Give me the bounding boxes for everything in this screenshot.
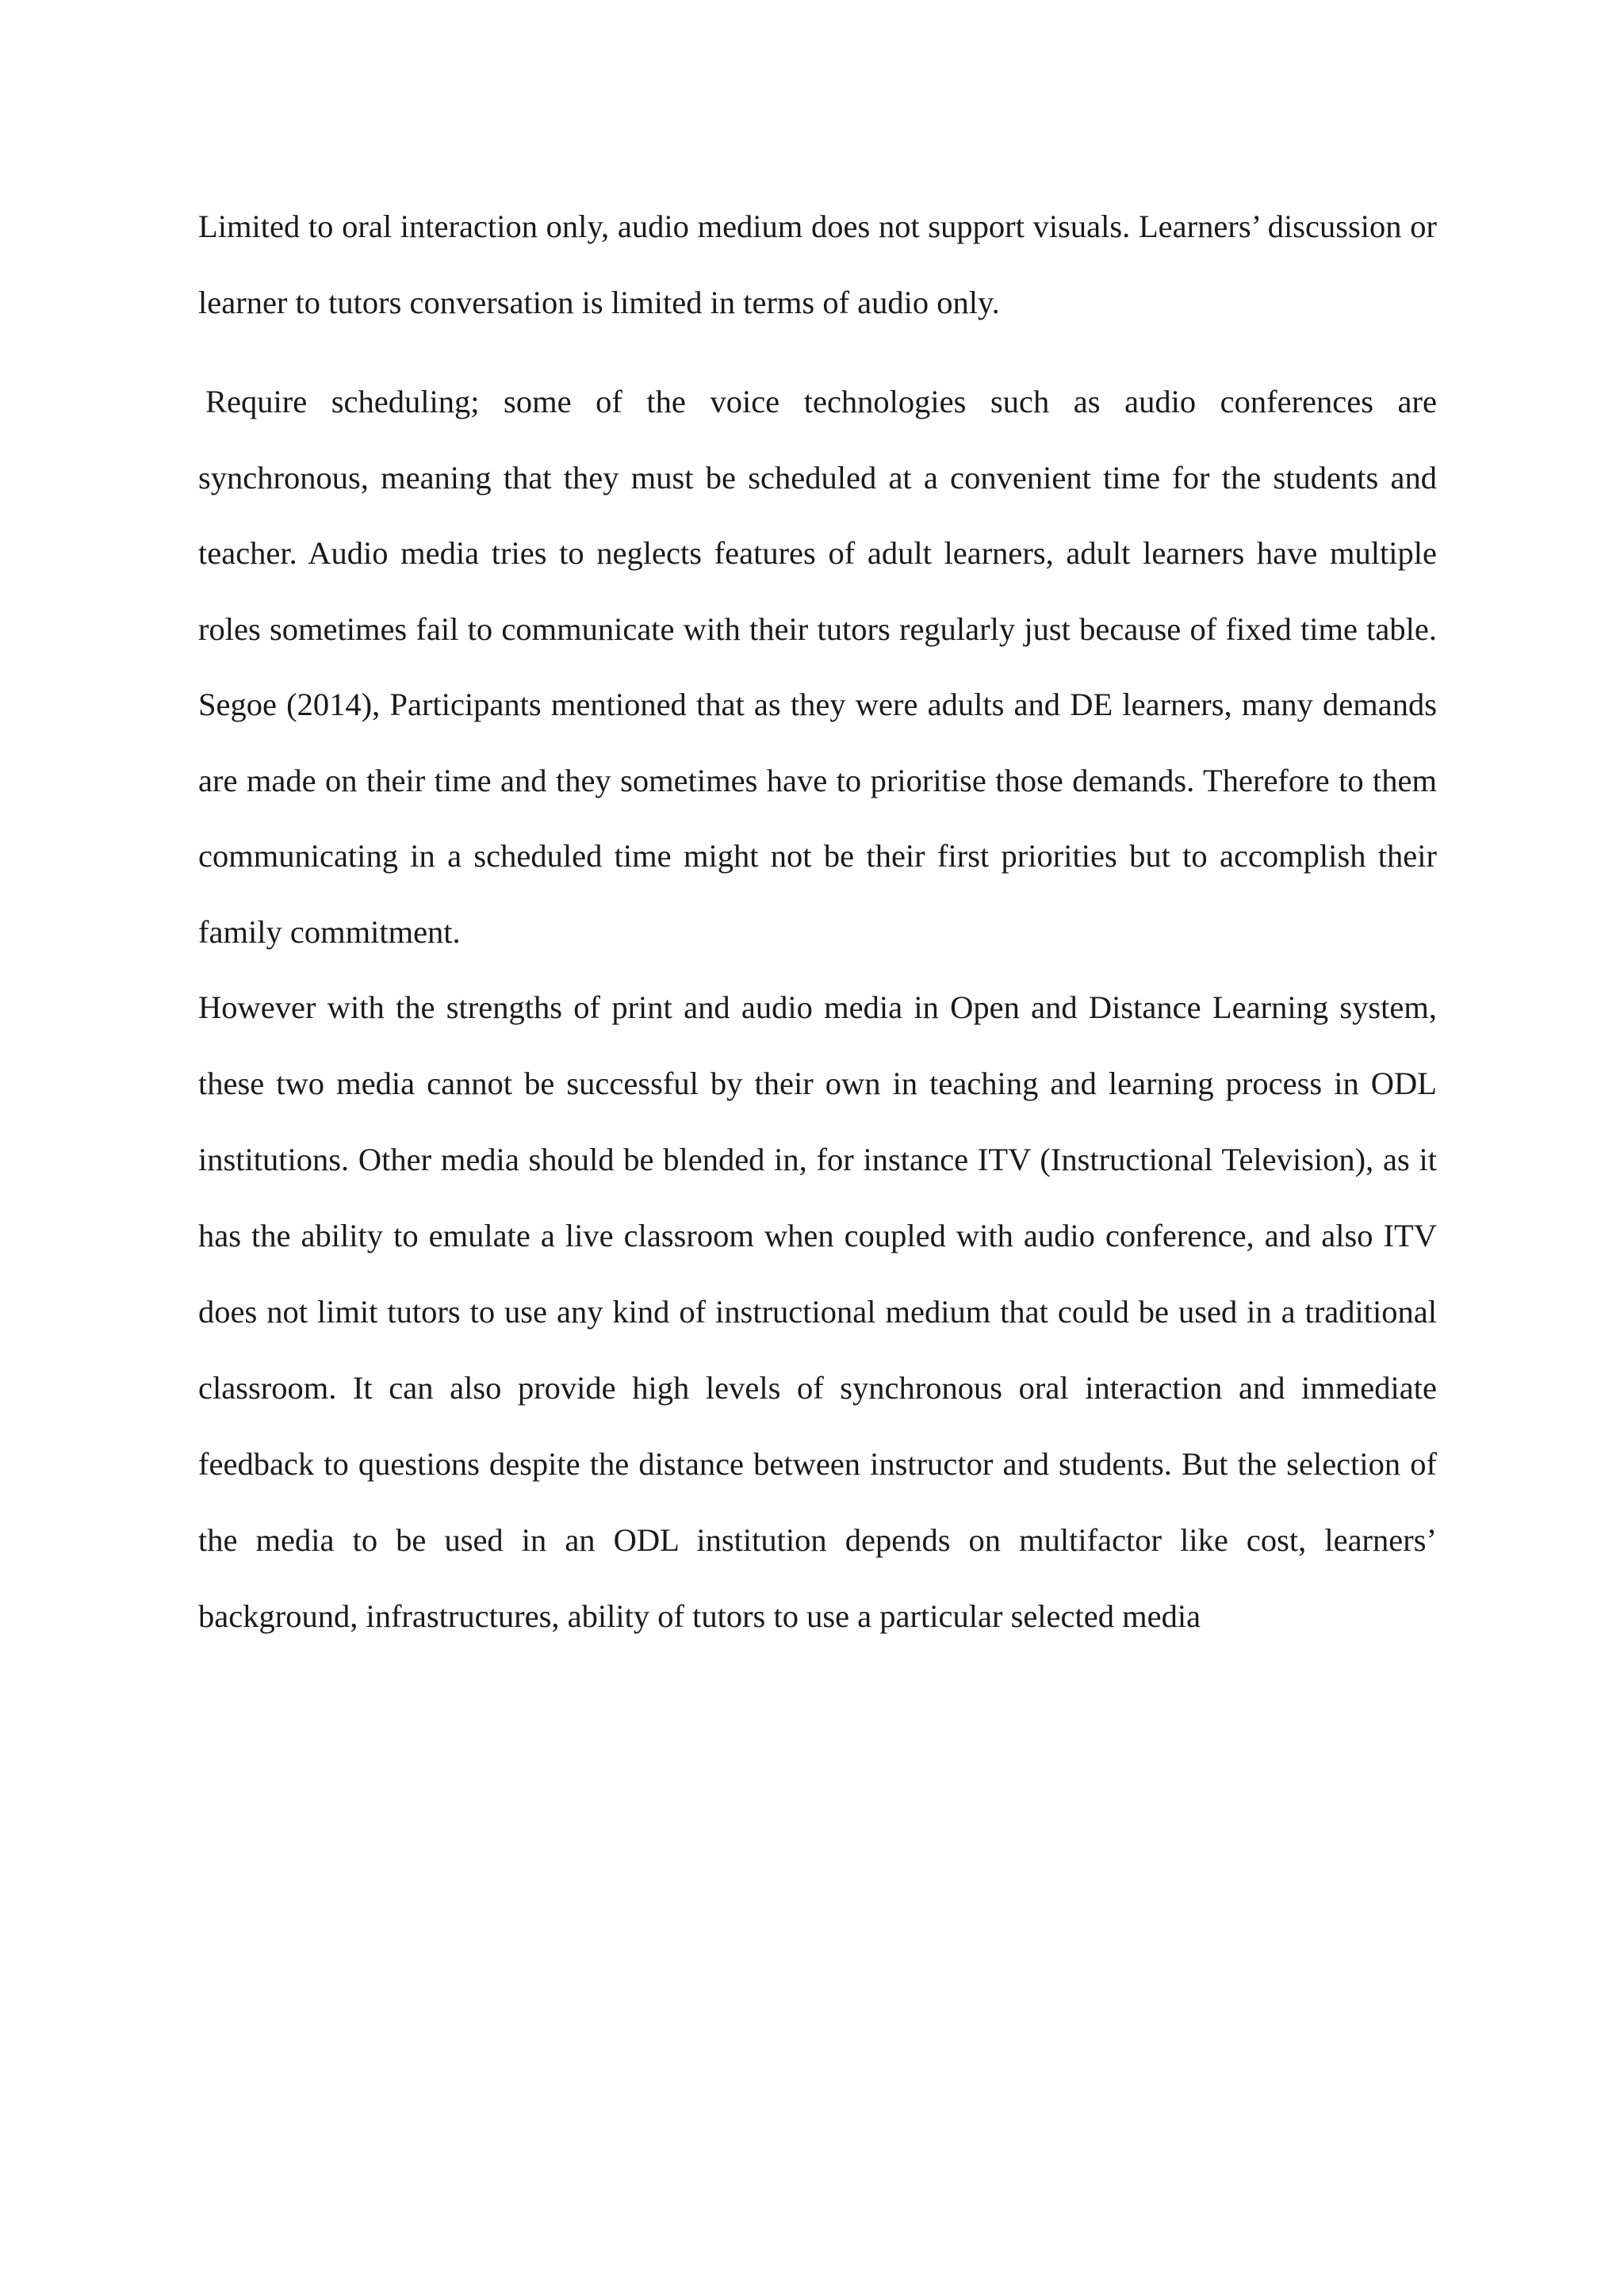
document-body (198, 189, 1437, 1655)
paragraph-media-blending: However with the strengths of print and audio media in Open and Distance Learning system, these two media cannot be successful by their own in teaching and learning process in ODL institutions. Other media should be blended in, for instance ITV (Instructional Television), as it has the ability to emulate a live classroom when coupled with audio conference, and also ITV does not limit tutors to use any kind of instructional medium that could be used in a traditional classroom. It can also provide high levels of synchronous oral interaction and immediate feedback to questions despite the distance between instructor and students. But the selection of the media to be used in an ODL institution depends on multifactor like cost, learners’ background, infrastructures, ability of tutors to use a particular selected media (198, 989, 1437, 1634)
paragraph-audio-limitations: Limited to oral interaction only, audio medium does not support visuals. Learners’ discussion or learner to tutors conversation is limited in terms of audio only. (198, 209, 1437, 320)
paragraph-scheduling: Require scheduling; some of the voice technologies such as audio conferences are synchronous, meaning that they must be scheduled at a convenient time for the students and teacher. Audio media tries to neglects features of adult learners, adult learners have multiple roles sometimes fail to communicate with their tutors regularly just because of fixed time table. Segoe (2014), Participants mentioned that as they were adults and DE learners, many demands are made on their time and they sometimes have to prioritise those demands. Therefore to them communicating in a scheduled time might not be their first priorities but to accomplish their family commitment. (198, 384, 1437, 950)
